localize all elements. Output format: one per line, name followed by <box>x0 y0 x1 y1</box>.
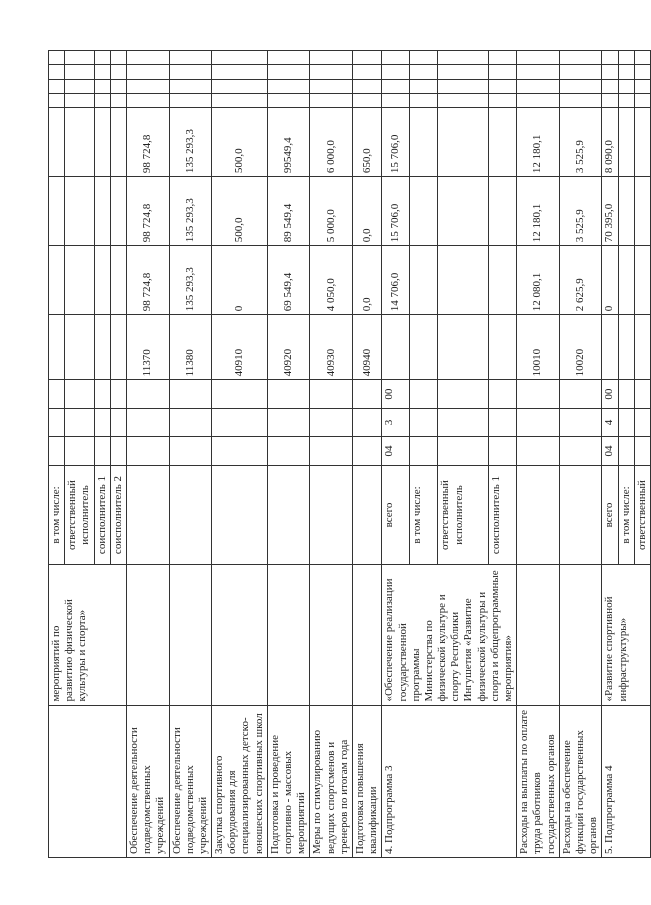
subprogram-4-desc: «Развитие спортивной инфраструктуры» <box>602 565 651 705</box>
budget-table <box>48 50 651 858</box>
amount-2: 70 395,0 <box>602 177 618 246</box>
table-row <box>267 51 310 858</box>
expense-code: 10010 <box>517 315 560 380</box>
code-b: 3 <box>382 408 410 436</box>
amount-3: 650,0 <box>352 107 381 176</box>
table-row <box>126 51 169 858</box>
role-label: в том числе: <box>49 465 65 565</box>
amount-1: 98 724,8 <box>126 246 169 315</box>
expense-code: 40930 <box>310 315 353 380</box>
row-name: Подготовка и проведение спортивно - массовых мероприятий <box>267 705 310 857</box>
table-row <box>602 51 618 858</box>
code-b: 4 <box>602 408 618 436</box>
amount-2: 135 293,3 <box>169 177 212 246</box>
amount-1: 0,0 <box>352 246 381 315</box>
amount-2: 3 525,9 <box>559 177 602 246</box>
expense-code: 11370 <box>126 315 169 380</box>
amount-3: 12 180,1 <box>517 107 560 176</box>
code-c: 00 <box>382 380 410 408</box>
row-name: Расходы на выплаты по оплате труда работников государственных органов <box>517 705 560 857</box>
role-label: в том числе: <box>410 465 438 565</box>
role-label: ответственный исполнитель <box>438 465 489 565</box>
amount-2: 0,0 <box>352 177 381 246</box>
table-row <box>310 51 353 858</box>
amount-1: 0 <box>602 246 618 315</box>
amount-2: 15 706,0 <box>382 177 410 246</box>
table-row <box>559 51 602 858</box>
continuation-name: мероприятий по развитию физической культуры и спорта» <box>49 565 127 705</box>
code-a: 04 <box>382 437 410 465</box>
subprogram-3-name: 4. Подпрограмма 3 <box>382 705 517 857</box>
row-name: Меры по стимулированию ведущих спортсменов и тренеров по итогам года <box>310 705 353 857</box>
table-row <box>212 51 268 858</box>
role-label: соисполнитель 2 <box>110 465 126 565</box>
role-label: соисполнитель 1 <box>94 465 110 565</box>
role-label: в том числе: <box>618 465 634 565</box>
total-label: всего <box>382 465 410 565</box>
table-row <box>382 51 410 858</box>
expense-code: 40920 <box>267 315 310 380</box>
amount-3: 8 090,0 <box>602 107 618 176</box>
subprogram-4-name: 5. Подпрограмма 4 <box>602 705 651 857</box>
code-a: 04 <box>602 437 618 465</box>
amount-3: 135 293,3 <box>169 107 212 176</box>
amount-3: 99549,4 <box>267 107 310 176</box>
row-name <box>49 705 127 857</box>
amount-3: 500,0 <box>212 107 268 176</box>
expense-code: 40940 <box>352 315 381 380</box>
amount-1: 0 <box>212 246 268 315</box>
total-label: всего <box>602 465 618 565</box>
expense-code: 40910 <box>212 315 268 380</box>
amount-1: 135 293,3 <box>169 246 212 315</box>
expense-code: 11380 <box>169 315 212 380</box>
amount-2: 5 000,0 <box>310 177 353 246</box>
table-row <box>517 51 560 858</box>
table-row <box>352 51 381 858</box>
amount-1: 14 706,0 <box>382 246 410 315</box>
amount-3: 15 706,0 <box>382 107 410 176</box>
amount-1: 69 549,4 <box>267 246 310 315</box>
amount-2: 89 549,4 <box>267 177 310 246</box>
role-label: соисполнитель 1 <box>489 465 517 565</box>
code-c: 00 <box>602 380 618 408</box>
role-label: ответственный исполнитель <box>65 465 94 565</box>
amount-1: 4 050,0 <box>310 246 353 315</box>
amount-2: 500,0 <box>212 177 268 246</box>
row-name: Обеспечение деятельности подведомственных учреждений <box>169 705 212 857</box>
amount-2: 98 724,8 <box>126 177 169 246</box>
table-row <box>49 51 65 858</box>
subprogram-3-desc: «Обеспечение реализации государственной программы Министерства по физической культуре и спорту Республики Ингушетия «Развитие физической культуры и спорта и общепрограммные мероприятия» <box>382 565 517 705</box>
row-name: Закупка спортивного оборудования для специализированных детско-юношеских спортивных школ <box>212 705 268 857</box>
role-label: ответственный <box>634 465 650 565</box>
row-name: Подготовка повышения квалификации <box>352 705 381 857</box>
rotated-page <box>48 50 648 858</box>
amount-3: 98 724,8 <box>126 107 169 176</box>
amount-1: 12 080,1 <box>517 246 560 315</box>
amount-1: 2 625,9 <box>559 246 602 315</box>
table-row <box>169 51 212 858</box>
amount-2: 12 180,1 <box>517 177 560 246</box>
row-name: Расходы на обеспечение функций государственных органов <box>559 705 602 857</box>
expense-code: 10020 <box>559 315 602 380</box>
amount-3: 3 525,9 <box>559 107 602 176</box>
amount-3: 6 000,0 <box>310 107 353 176</box>
row-name: Обеспечение деятельности подведомственных учреждений <box>126 705 169 857</box>
